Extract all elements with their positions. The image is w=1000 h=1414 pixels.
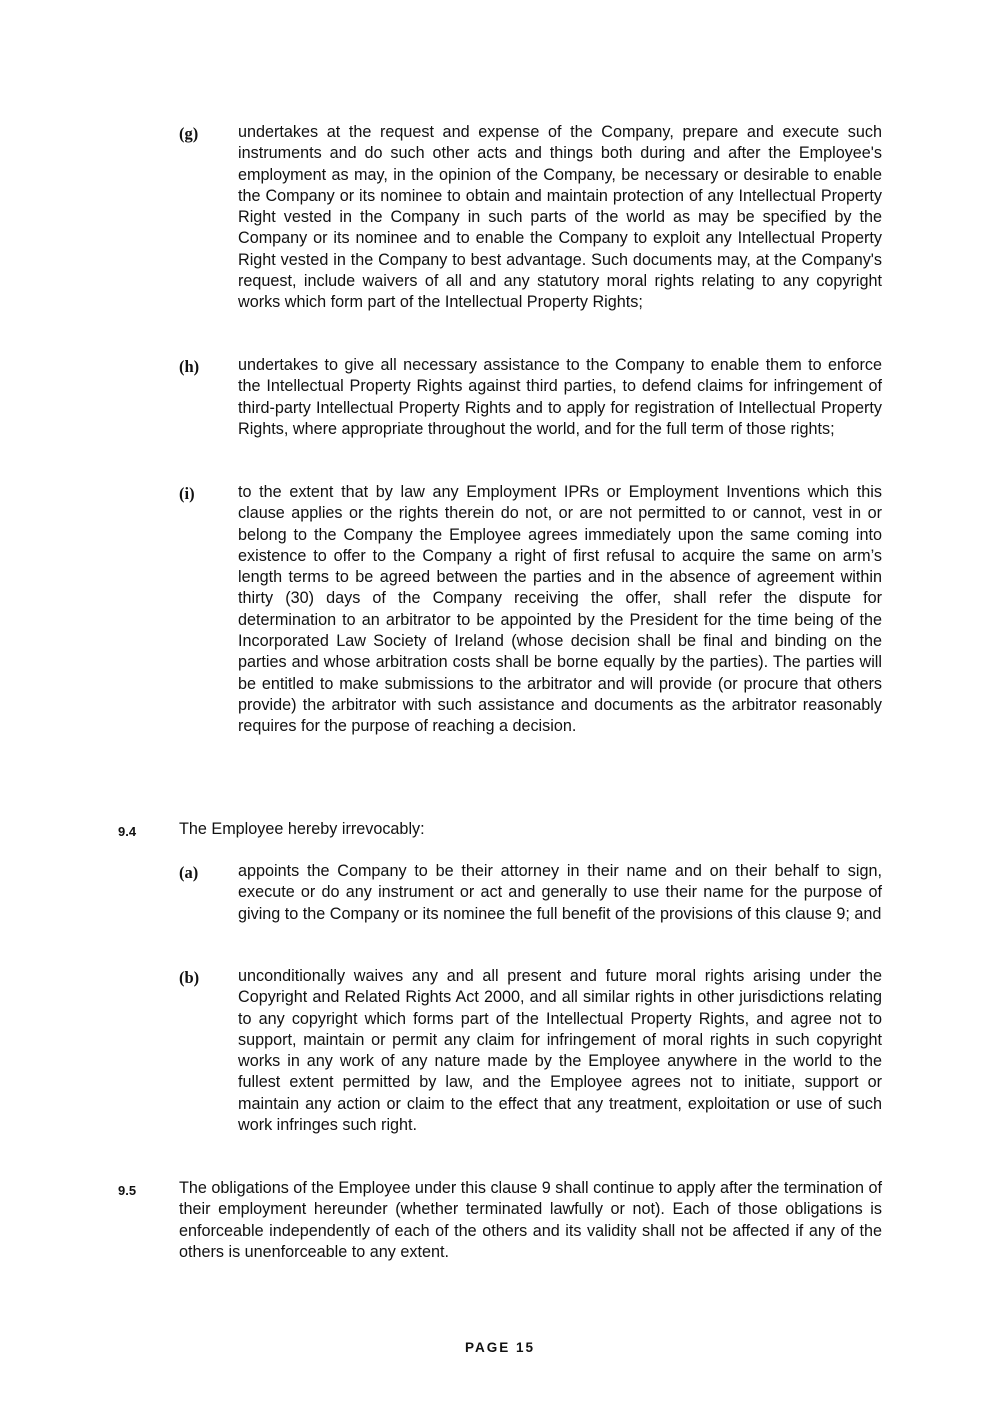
item-text: appoints the Company to be their attorney in their name and on their behalf to sign, execute or do any instrument or act and generally to use their name for the purpose of giving to the Company or its nominee the full benefit of the provisions of this clause 9; and: [238, 862, 882, 923]
page-number: PAGE 15: [464, 1340, 536, 1355]
clause-number: 9.4: [118, 824, 137, 839]
item-text: unconditionally waives any and all present and future moral rights arising under the Copyright and Related Rights Act 2000, and all similar rights in other jurisdictions relating to any copyright which forms part of the Intellectual Property Rights, and agree not to support, maintain or permit any claim for infringement of moral rights in such copyright works in any work of any nature made by the Employee anywhere in the world to the fullest extent permitted by law, and the Employee agrees not to initiate, support or maintain any action or claim to the effect that any treatment, exploitation or use of such work infringes such right.: [238, 967, 882, 1135]
item-text: undertakes to give all necessary assistance to the Company to enable them to enforce the Intellectual Property Rights against third parties, to defend claims for infringement of third-party Intellectual Property Rights and to apply for registration of Intellectual Property Rights, where appropriate throughout the world, and for the full term of those rights;: [238, 356, 882, 438]
item-label: (a): [179, 863, 199, 882]
item-label: (h): [179, 357, 200, 376]
item-text: undertakes at the request and expense of the Company, prepare and execute such instruments and do such other acts and things both during and after the Employee's employment as may, in the opinion of the Company, be necessary or desirable to enable the Company or its nominee to obtain and maintain protection of any Intellectual Property Right vested in the Company in such parts of the world as may be specified by the Company or its nominee and to enable the Company to exploit any Intellectual Property Right vested in the Company to best advantage. Such documents may, at the Company's request, include waivers of all and any statutory moral rights relating to any copyright works which form part of the Intellectual Property Rights;: [238, 123, 882, 312]
clause-text: The obligations of the Employee under this clause 9 shall continue to apply after the termination of their employment hereunder (whether terminated lawfully or not). Each of those obligations is enforceable independently of each of the others and its validity shall not be affected if any of the others is unenforceable to any extent.: [179, 1179, 882, 1261]
item-text: to the extent that by law any Employment IPRs or Employment Inventions which this clause applies or the rights therein do not, or are not permitted to or cannot, vest in or belong to the Company the Employee agrees immediately upon the same coming into existence to offer to the Company a right of first refusal to acquire the same on arm’s length terms to be agreed between the parties and in the absence of agreement within thirty (30) days of the Company receiving the offer, shall refer the dispute for determination to an arbitrator to be appointed by the President for the time being of the Incorporated Law Society of Ireland (whose decision shall be final and binding on the parties and whose arbitration costs shall be borne equally by the parties). The parties will be entitled to make submissions to the arbitrator and will provide (or procure that others provide) the arbitrator with such assistance and documents as the arbitrator reasonably requires for the purpose of reaching a decision.: [238, 483, 882, 736]
item-label: (b): [179, 968, 200, 987]
clause-number: 9.5: [118, 1183, 137, 1198]
item-label: (g): [179, 124, 199, 143]
clause-text: The Employee hereby irrevocably:: [179, 820, 425, 838]
item-label: (i): [179, 484, 195, 503]
